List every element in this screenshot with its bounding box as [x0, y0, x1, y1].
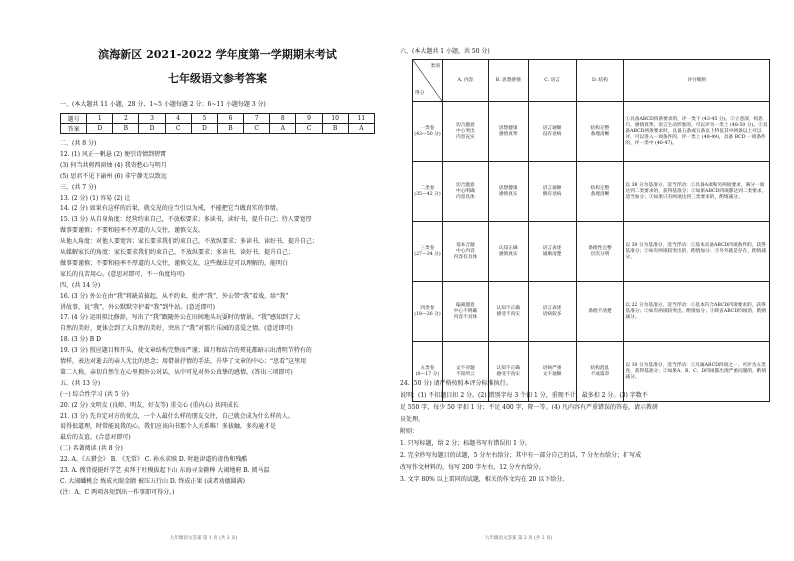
question-number: 1	[87, 114, 113, 124]
answer-cell: A	[270, 124, 296, 134]
answer-line: 做事要谨慎；不要和轻率不厚道的人交往，谨慎交友。	[60, 227, 205, 235]
rubric-row	[413, 162, 770, 222]
question-number: 7	[244, 114, 270, 124]
answer-line: 19. (3 分) 照应题目和开头，使文章结构完整而严谨；圆月和结合的契花都暗示出清明节特有的	[60, 347, 312, 355]
answer-line: 自然的美好，更体会到了大自然的美好，突出了“我”对那片乐园的喜爱之情。(意近即可)	[60, 325, 293, 333]
rubric-cell: 认知正确 感情真实	[488, 222, 528, 282]
rubric-row-label: 三类卷 (27—34 分)	[413, 222, 443, 282]
rubric-cell: 语言表述 通顺清楚	[528, 222, 576, 282]
rubric-cell: 语言表述 语病较多	[528, 282, 576, 342]
rubric-header-row	[413, 60, 770, 102]
instruction-line: 员处理。	[400, 416, 425, 423]
answer-line: 21. (3 分) 先肯定对方的优点，一个人最什么样的朋友交往，自己就会成为什么样的人。	[60, 412, 294, 420]
question-number: 3	[139, 114, 165, 124]
question-number: 9	[296, 114, 322, 124]
rubric-cell: 条理不清楚	[576, 282, 624, 342]
answer-line: 说得很道理，时常能说我的心，我们应该向书那个人关系唯！多拔触，多沟通才是	[60, 423, 277, 431]
rubric-cell: 认知不正确 感受不真实	[488, 342, 528, 402]
rubric-rule: ①具备ABCD四条要求的，评一类下 (43-45 分)。②立意深，构思巧，感情真挚，语言生动形象的，可以评为一类上 (48-50 分)。③具备ABCD两条要求时，具备五条或五条以上特征其中两条以上可以评，可以进入一项条件的，评一类上 (48-49)，具备 BCD 一项条件的，评一类中 (46-47)。	[624, 102, 770, 162]
answer-table	[60, 113, 375, 134]
question-number: 10	[322, 114, 348, 124]
answer-cell: D	[139, 124, 165, 134]
answer-line: (5) 思君不见下渝州 (6) 非宁静无以致远	[60, 172, 167, 180]
rubric-cell: 结构混乱 不成篇章	[576, 342, 624, 402]
answer-line: 18. (3 分) B D	[60, 336, 101, 344]
answer-table-label: 题号	[61, 114, 87, 124]
question-number: 11	[348, 114, 374, 124]
rubric-cell: 语言通顺 偶有语病	[528, 162, 576, 222]
rubric-row-label: 五类卷 (0—17 分)	[413, 342, 443, 402]
answer-table-label: 答案	[61, 124, 87, 134]
answer-cell: C	[244, 124, 270, 134]
answer-line: 家长的良苦用心。(意思对即可，不一角度均可)	[60, 270, 185, 278]
answer-cell: A	[348, 124, 374, 134]
rubric-corner-top: 类别	[430, 64, 440, 69]
question-number: 8	[270, 114, 296, 124]
instruction-line: 1. 只写标题，给 2 分；标题书写有错误扣 1 分。	[400, 440, 531, 447]
rubric-cell: 思想健康 感情真实	[488, 162, 528, 222]
rubric-cell: 思想健康 感情真挚	[488, 102, 528, 162]
rubric-header: 评分细则	[624, 60, 770, 102]
answer-line: 12. (1) 风正一帆悬 (2) 便引诗情到碧霄	[60, 150, 167, 158]
answer-line: 13. (2 分) (1) 容易 (2) 让	[60, 194, 131, 202]
answer-line: C. 大闹蟠桃会 炼成火眼金睛 被压五行山 D. 终成正果 (或者劝德圆满)	[60, 477, 245, 485]
answer-cell: D	[191, 124, 217, 134]
rubric-rule: 以 38 分为基准分，适当浮动：①具备A项和另两项要求，满分一项达到二类要求的，获得基准分；②如果ABCD四项都达到二类要求，适当加分；③如果只有两项达到三类要求的，酌情减分。	[624, 162, 770, 222]
instruction-line: 改写作文材料的，每写 200 字左右，12 分左右给分。	[400, 464, 545, 471]
question-number: 5	[191, 114, 217, 124]
answer-cell: B	[322, 124, 348, 134]
section-6-heading: 六、(本大题共 1 小题，共 50 分)	[400, 48, 490, 55]
left-page	[60, 0, 375, 561]
answer-line: 四、(共 14 分)	[60, 281, 101, 289]
answer-cell: B	[113, 124, 139, 134]
answer-line: (二) 名著阅读 (共 8 分)	[60, 445, 123, 453]
answer-line: 做事要谨慎；不要和轻率不厚道的人交往，谨慎交友，这些做法是可以理解的，能明白	[60, 259, 289, 267]
rubric-row	[413, 102, 770, 162]
answer-line: (一) 综合性学习 (共 5 分)	[60, 390, 129, 398]
answer-key-title: 七年级语文参考答案	[168, 72, 267, 85]
rubric-rule: 以 22 分为基准分，适当浮动：①基本符合ABCD四项要求的，获得基准分；②如有两项较突出，酌情加分；③缺省ABCD四项的，酌情减分。	[624, 282, 770, 342]
answer-cell: C	[296, 124, 322, 134]
answer-cell: C	[165, 124, 191, 134]
answer-table-number-row	[61, 114, 375, 124]
rubric-header: B. 思想感情	[488, 60, 528, 102]
rubric-rule: 以 10 分为基准分，适当浮动：①凡属ABCD四项之一，可评为五类卷，获得基准分；②如果A、B、C、D四项都出现严重问题的，酌情减分。	[624, 342, 770, 402]
rubric-cell: 文不对题 不知所云	[442, 342, 488, 402]
rubric-cell: 结构完整 条理清晰	[576, 162, 624, 222]
answer-line: 情样，表达对逝去的亲人无比的思念；用借景抒情的手法，升华了文章的中心；“思看”这里用	[60, 358, 307, 365]
answer-line: 22. A、《五猎会》 B. 《无常》 C. 孙水求赎 D. 时趁津道的虚伪和残酷	[60, 456, 248, 464]
page-footer: 九年级语文答案 第 1 页 (共 2 页)	[170, 536, 238, 541]
instruction-line: 说明：(1) 不扣题目扣 2 分。(2) 错别字每 3 个扣 1 分，重现不计，最多扣 2 分。(3) 字数不	[400, 392, 648, 399]
section-1-heading: 一、(本大题共 11 小题，28 分，1~5 小题每题 2 分；6~11 小题每题 3 分)	[60, 101, 266, 108]
rubric-cell: 基本合题 中心内容 内容有具体	[442, 222, 488, 282]
answer-line: 第二人称，亲切自然生在心里拥外公对话，从中可见对外公真挚的感情。(答出三项即可)	[60, 368, 293, 376]
answer-line: 23. A. 搜背提挺纤学艺 卖拜于吐模拔起下山 东海寻金箍棒 大闹地府 B. 阅马温	[60, 467, 270, 474]
answer-line: (注：A、C 两项各短到出一作事即可得分。)	[60, 488, 175, 496]
question-number: 2	[113, 114, 139, 124]
instruction-line: 附则：	[400, 428, 419, 435]
instruction-line: 足 550 字，每少 50 字扣 1 分；不足 400 字，降一等。(4) 凡内容有严重错误的答卷，请示教研	[400, 404, 659, 411]
rubric-row	[413, 282, 770, 342]
rubric-cell: 切合题意 中心突出 内容充实	[442, 102, 488, 162]
answer-cell: D	[87, 124, 113, 134]
answer-line: 从媒解家长的角度：家长要求我们约束自己，不放纵要求；多读书，读好书，提升自己；	[60, 249, 295, 256]
question-number: 6	[217, 114, 243, 124]
answer-line: 从他人角度：对他人要宽容；家长要求我们约束自己，不放纵要求；多读书，读好书，提升自己；	[60, 238, 319, 246]
rubric-cell: 条理性完整 层次分明	[576, 222, 624, 282]
rubric-cell: 切合题意 中心明确 内容具体	[442, 162, 488, 222]
question-number: 4	[165, 114, 191, 124]
right-page	[400, 0, 770, 561]
answer-table-answer-row	[61, 124, 375, 134]
answer-line: 16. (3 分) 外公在由“我”将缺苗拔起，从不约束，批评“我”，外公带“我”看戏，给“我”	[60, 292, 289, 300]
answer-line: 二、(共 8 分)	[60, 140, 97, 147]
instruction-line: 3. 文字 80% 以上雷同的试题，相关的作文均在 20 以下给分。	[400, 476, 569, 483]
rubric-cell: 语病严重 文不通顺	[528, 342, 576, 402]
answer-line: 15. (3 分) 从自身角度：经营约束自己，不放松要求；多读书，读好书，提升自己；待人要宽厚	[60, 216, 312, 224]
answer-line: 17. (4 分) 运用拟比修辞，写出了“我”跟随外公在田间地头玩耍时的情景。“我”感知到了大	[60, 314, 301, 322]
rubric-rule: 以 30 分为基准分，适当浮动：①基本具备ABCD四项条件的，获得基准分；②如有两项较突出的，酌情加分；③另外就是存在，酌情减分。	[624, 222, 770, 282]
rubric-cell: 语言通顺 没有语病	[528, 102, 576, 162]
answer-line: (3) 何当共剪西窗烛 (4) 我寄愁心与明月	[60, 161, 167, 169]
scoring-rubric-table	[412, 59, 770, 402]
rubric-header: A. 内容	[442, 60, 488, 102]
rubric-header: D. 结构	[576, 60, 624, 102]
exam-title: 滨海新区 2021-2022 学年度第一学期期末考试	[98, 48, 337, 61]
rubric-cell: 认知不正确 感受不真实	[488, 282, 528, 342]
instruction-line: 24. (50 分) 请严格按照本评分标准执行。	[400, 380, 512, 387]
rubric-row-label: 二类卷 (35—42 分)	[413, 162, 443, 222]
rubric-cell: 偏离题意 中心不明确 内容不具体	[442, 282, 488, 342]
answer-line: 五、(共 13 分)	[60, 379, 101, 387]
rubric-corner-bottom: 得分	[415, 91, 425, 96]
rubric-body	[413, 102, 770, 402]
answer-cell: B	[217, 124, 243, 134]
answer-line: 14. (2 分) 如果有这样的后果，就交见的应当引以为戒，不能把它当做真实的事情。	[60, 205, 282, 213]
rubric-row-label: 四类卷 (18—26 分)	[413, 282, 443, 342]
answer-line: 最后的友谊。(合意对即可)	[60, 434, 131, 442]
rubric-corner-cell	[413, 60, 443, 102]
rubric-row	[413, 222, 770, 282]
answer-line: 讲故事，说“我”，外公默默守护着“我”到牛站。(意近即可)	[60, 303, 215, 311]
instruction-line: 2. 完全抄写每题目的试题，5 分左右给分；其中有一部分自己的话，7 分左右给分；扩写成	[400, 452, 642, 459]
answer-line: 三、(共 7 分)	[60, 183, 97, 191]
rubric-row-label: 一类卷 (43—50 分)	[413, 102, 443, 162]
rubric-cell: 结构完整 条理清晰	[576, 102, 624, 162]
rubric-header: C. 语言	[528, 60, 576, 102]
answer-line: 20. (2 分) 文明友 (良师、明友、好友等) 重交心 (重内心) 共同成长	[60, 401, 239, 409]
page-footer: 九年级语文答案 第 2 页 (共 2 页)	[485, 536, 553, 541]
